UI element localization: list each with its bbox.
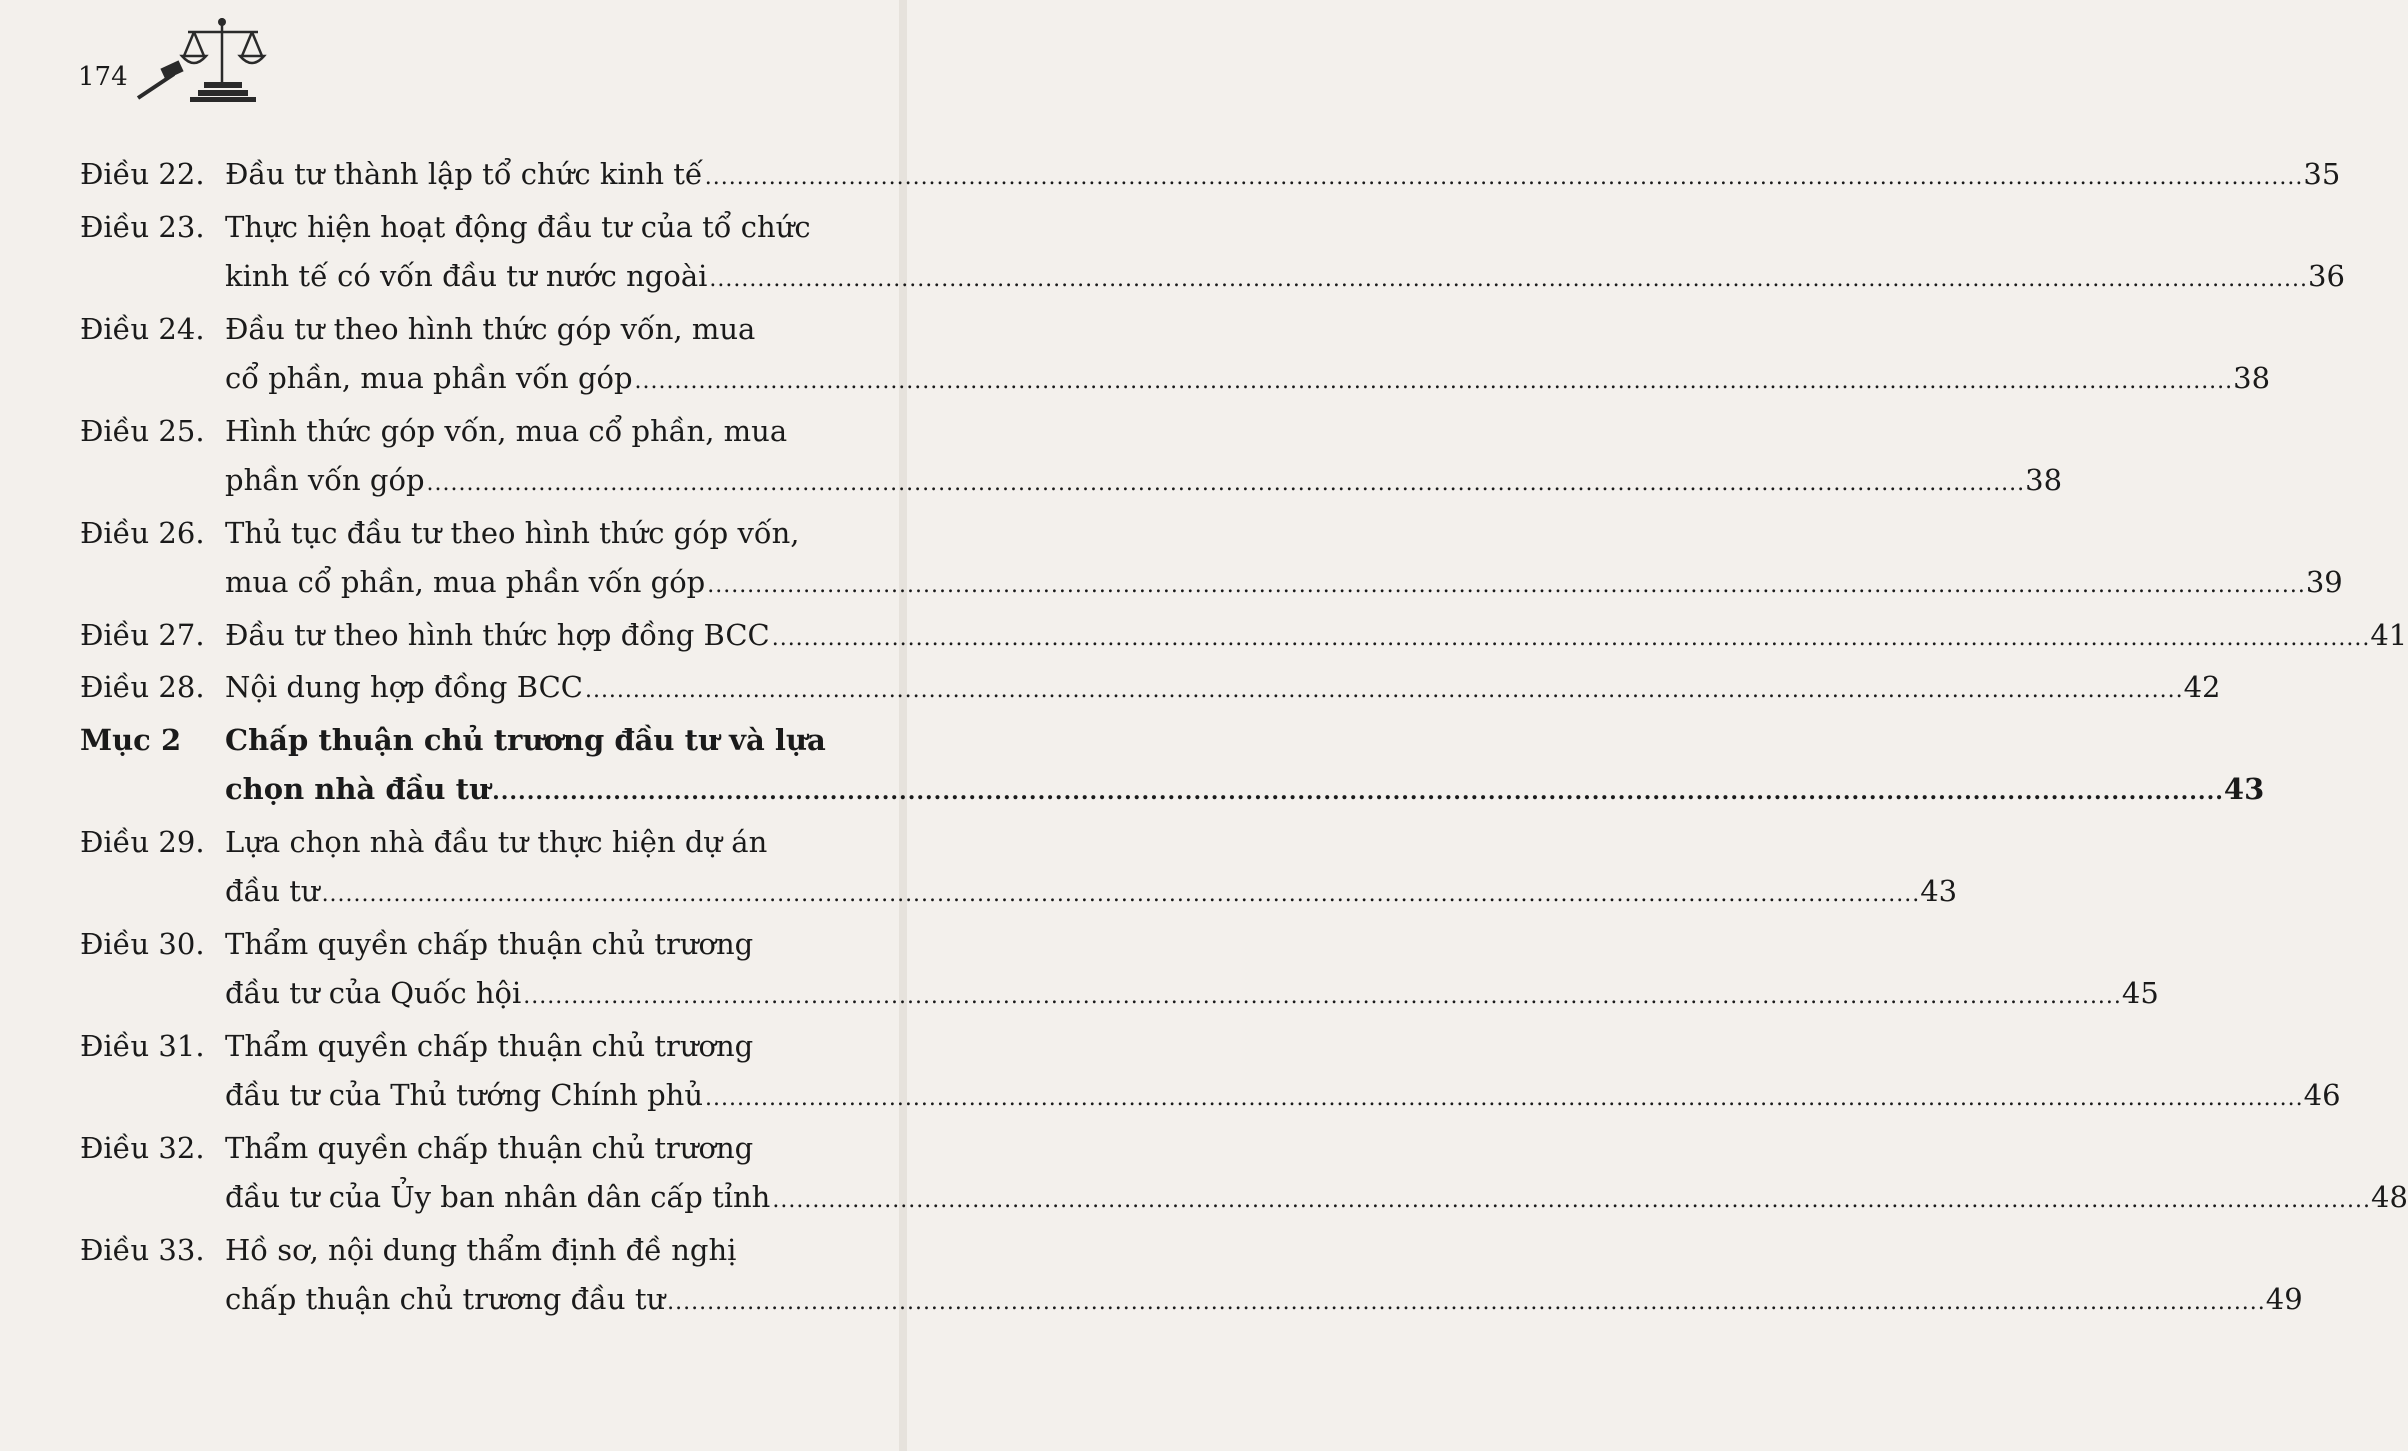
toc-entry-line: Thẩm quyền chấp thuận chủ trương (225, 926, 754, 961)
scales-of-justice-icon (136, 12, 261, 102)
dot-leader: ........................................................................................................................................................................................................ (492, 779, 2224, 805)
toc-entry-line (225, 456, 2063, 509)
toc-entry-label: Điều 23. (80, 209, 205, 244)
page-number: 174 (78, 62, 128, 92)
toc-entry (80, 920, 2159, 1022)
toc-entry-label: Điều 25. (80, 413, 205, 448)
toc-entry-title-text: phần vốn góp (225, 463, 425, 497)
toc-entry-label: Điều 33. (80, 1232, 205, 1267)
toc-entry-line: Hồ sơ, nội dung thẩm định đề nghị (225, 1232, 737, 1267)
table-of-contents (80, 150, 2408, 1328)
toc-entry-line (225, 150, 2341, 203)
dot-leader: ........................................................................................................................................................................................................ (667, 1290, 2266, 1315)
toc-entry-body (225, 1022, 2341, 1124)
toc-entry (80, 203, 2345, 305)
toc-entry-body (225, 407, 2063, 509)
toc-entry-page-number: 39 (2305, 565, 2343, 599)
toc-entry-page-number: 38 (2233, 361, 2271, 395)
toc-entry-body (225, 1226, 2303, 1328)
toc-entry-title-text: kinh tế có vốn đầu tư nước ngoài (225, 259, 708, 293)
toc-entry-title-text: Đầu tư thành lập tổ chức kinh tế (225, 157, 703, 191)
dot-leader: ........................................................................................................................................................................................................ (584, 678, 2184, 703)
toc-entry-label: Điều 24. (80, 311, 205, 346)
toc-entry-line (225, 867, 1958, 920)
toc-entry-body (225, 150, 2341, 203)
toc-entry-label: Điều 32. (80, 1130, 205, 1165)
toc-entry-page-number: 36 (2308, 259, 2345, 293)
toc-entry (80, 305, 2271, 407)
toc-entry-title-text: đầu tư của Ủy ban nhân dân cấp tỉnh (225, 1180, 771, 1214)
page-edge (899, 0, 907, 1451)
toc-entry-body (225, 818, 1958, 920)
toc-entry-page-number: 35 (2303, 157, 2341, 191)
toc-entry-body (225, 663, 2221, 716)
toc-entry-page-number: 41 (2370, 617, 2408, 652)
dot-leader: ........................................................................................................................................................................................................ (426, 471, 2026, 496)
toc-entry-title-text: đầu tư của Quốc hội (225, 976, 522, 1010)
toc-entry-page-number: 43 (2223, 772, 2265, 806)
toc-entry-line: Hình thức góp vốn, mua cổ phần, mua (225, 413, 788, 448)
toc-entry-line (225, 1275, 2303, 1328)
toc-entry (80, 611, 2408, 664)
dot-leader: ........................................................................................................................................................................................................ (321, 882, 1921, 907)
toc-entry-line (225, 1071, 2341, 1124)
toc-entry-body (225, 611, 2408, 664)
toc-entry-title-text: Nội dung hợp đồng BCC (225, 670, 583, 704)
toc-entry-page-number: 48 (2371, 1180, 2408, 1214)
toc-entry-body (225, 716, 2265, 818)
toc-entry-label: Điều 29. (80, 824, 205, 859)
toc-entry-line: Thủ tục đầu tư theo hình thức góp vốn, (225, 515, 800, 550)
toc-entry-page-number: 42 (2183, 670, 2221, 704)
dot-leader: ........................................................................................................................................................................................................ (634, 369, 2234, 394)
toc-entry-body (225, 1124, 2408, 1226)
toc-entry-label: Mục 2 (80, 722, 182, 757)
toc-entry-page-number: 49 (2265, 1282, 2303, 1316)
toc-entry-label: Điều 31. (80, 1028, 205, 1063)
toc-entry (80, 818, 1958, 920)
dot-leader: ........................................................................................................................................................................................................ (523, 984, 2122, 1009)
toc-entry-body (225, 509, 2343, 611)
toc-entry-line: Đầu tư theo hình thức góp vốn, mua (225, 311, 756, 346)
toc-entry-title-text: Đầu tư theo hình thức hợp đồng BCC (225, 617, 770, 652)
toc-entry-line (225, 1173, 2408, 1226)
toc-entry-body (225, 203, 2345, 305)
toc-entry (80, 1226, 2303, 1328)
dot-leader: ........................................................................................................................................................................................................ (707, 573, 2306, 598)
toc-entry-line: Thực hiện hoạt động đầu tư của tổ chức (225, 209, 811, 244)
toc-entry (80, 150, 2341, 203)
toc-entry-line (225, 663, 2221, 716)
toc-entry-line: Lựa chọn nhà đầu tư thực hiện dự án (225, 824, 768, 859)
toc-entry-label: Điều 28. (80, 670, 205, 704)
toc-entry-title-text: đầu tư (225, 874, 320, 908)
toc-entry-line: Chấp thuận chủ trương đầu tư và lựa (225, 722, 826, 757)
toc-entry-title-text: đầu tư của Thủ tướng Chính phủ (225, 1078, 704, 1112)
toc-entry (80, 1022, 2341, 1124)
toc-entry-label: Điều 27. (80, 617, 205, 652)
toc-entry-page-number: 46 (2303, 1078, 2341, 1112)
toc-entry-page-number: 43 (1920, 874, 1958, 908)
toc-entry-title-text: chọn nhà đầu tư (225, 772, 491, 806)
toc-entry-label: Điều 26. (80, 515, 205, 550)
toc-entry-line (225, 252, 2345, 305)
dot-leader: ........................................................................................................................................................................................................ (772, 1188, 2372, 1213)
toc-entry-line (225, 354, 2271, 407)
toc-entry-line (225, 765, 2265, 818)
toc-entry-line: Thẩm quyền chấp thuận chủ trương (225, 1130, 754, 1165)
toc-entry-body (225, 305, 2271, 407)
dot-leader: ........................................................................................................................................................................................................ (709, 267, 2309, 292)
toc-entry (80, 407, 2063, 509)
toc-entry (80, 716, 2265, 818)
toc-entry-page-number: 45 (2121, 976, 2159, 1010)
toc-entry-title-text: chấp thuận chủ trương đầu tư (225, 1282, 666, 1316)
dot-leader: ........................................................................................................................................................................................................ (704, 165, 2304, 190)
toc-entry-line (225, 558, 2343, 611)
toc-entry-page-number: 38 (2025, 463, 2063, 497)
dot-leader: ........................................................................................................................................................................................................ (705, 1086, 2304, 1111)
toc-entry (80, 663, 2221, 716)
toc-entry-line (225, 611, 2408, 664)
toc-entry (80, 1124, 2408, 1226)
toc-entry-line (225, 969, 2159, 1022)
dot-leader: ........................................................................................................................................................................................................ (771, 625, 2371, 651)
toc-entry-title-text: cổ phần, mua phần vốn góp (225, 361, 633, 395)
toc-entry-title-text: mua cổ phần, mua phần vốn góp (225, 565, 706, 599)
toc-entry-body (225, 920, 2159, 1022)
toc-entry-label: Điều 22. (80, 157, 205, 191)
toc-entry-line: Thẩm quyền chấp thuận chủ trương (225, 1028, 754, 1063)
toc-entry-label: Điều 30. (80, 926, 205, 961)
toc-entry (80, 509, 2343, 611)
